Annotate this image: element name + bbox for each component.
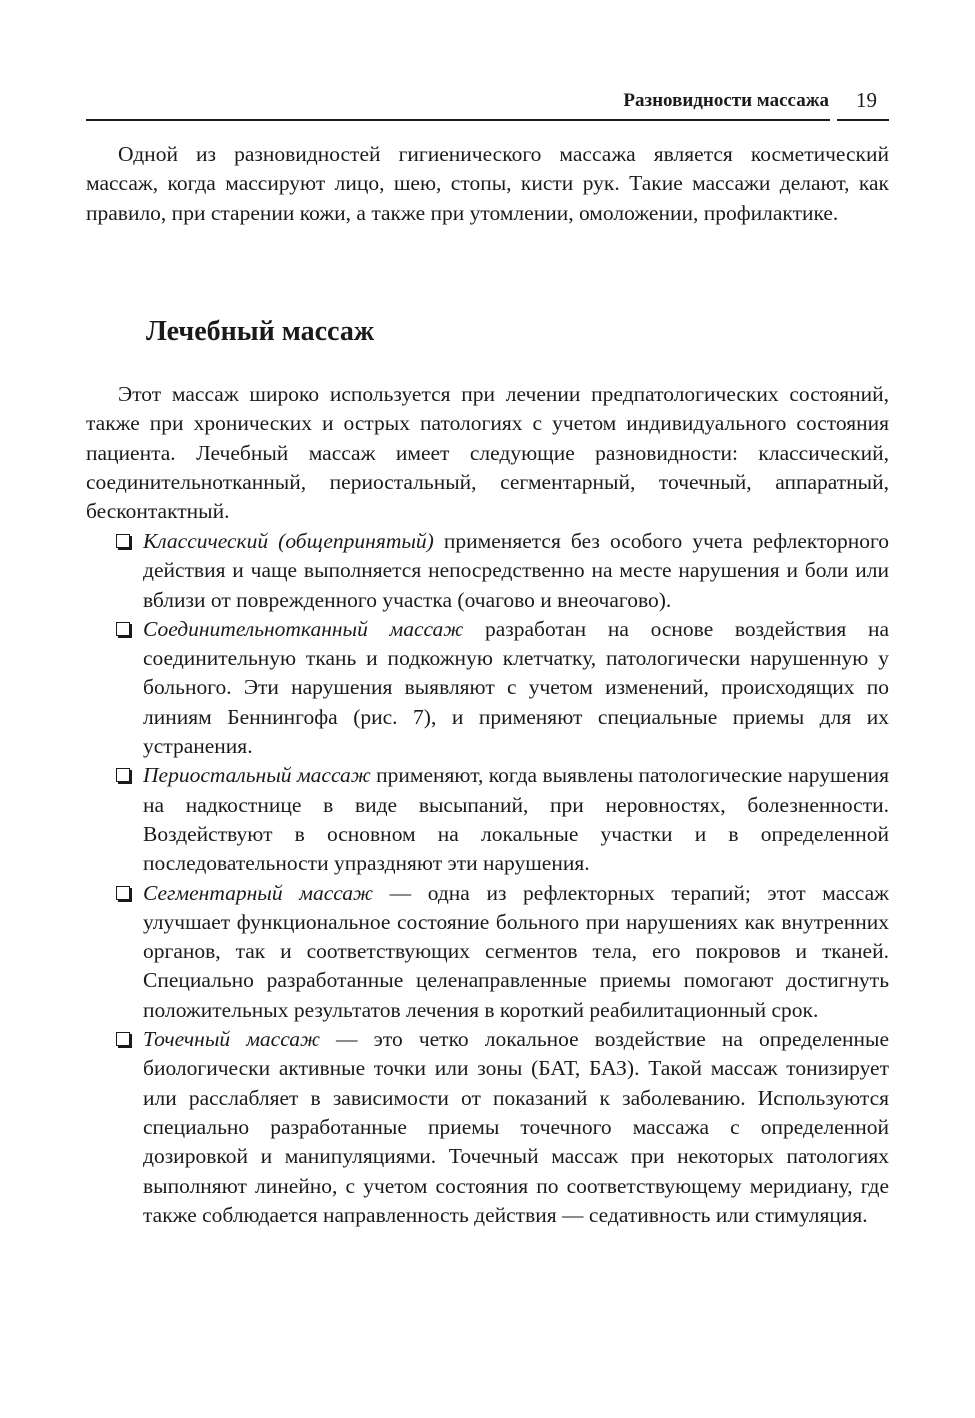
header-rule (86, 119, 830, 121)
item-term: Точечный массаж (143, 1027, 320, 1052)
running-head-title: Разновидности массажа (623, 90, 829, 111)
item-text: — одна из рефлекторных терапий; этот массаж улучшает функциональное состояние больного при нарушениях как внутренних органов, так и соответствующих сегментов тела, его покровов и тканей. Специально разработанные целенаправленные приемы помогают достигнуть положительных результатов лечения в короткий реабилитационный срок. (143, 880, 889, 1022)
page-number-rule (837, 119, 889, 121)
item-term: Периостальный массаж (143, 763, 371, 788)
list-item (86, 615, 889, 761)
lead-paragraph: Этот массаж широко используется при лечении предпатологических состояний, также при хронических и острых патологиях с учетом индивидуального состояния пациента. Лечебный массаж имеет следующие разновидности: классический, соединительнотканный, периостальный, сегментарный, точечный, аппаратный, бесконтактный. (86, 382, 889, 524)
item-term: Классический (общепринятый) (143, 529, 434, 553)
item-text: применяют, когда выявлены патологические нарушения на надкостнице в виде высыпаний, при неровностях, болезненности. Воздействуют в основном на локальные участки и в определенной последовательности упраздняют эти нарушения. (143, 763, 889, 876)
checkbox-bullet-icon (116, 1032, 130, 1046)
running-head (86, 88, 889, 122)
checkbox-bullet-icon (116, 534, 130, 548)
checkbox-bullet-icon (116, 622, 130, 636)
item-text: применяется без особого учета рефлекторного действия и чаще выполняется непосредственно на месте нарушения и боли или вблизи от поврежденного участка (очагово и внеочагово). (143, 529, 889, 612)
massage-types-list (86, 527, 889, 1230)
checkbox-bullet-icon (116, 886, 130, 900)
intro-paragraph: Одной из разновидностей гигиенического массажа является косметический массаж, когда массируют лицо, шею, стопы, кисти рук. Такие массажи делают, как правило, при старении кожи, а также при утомлении, омоложении, профилактике. (86, 142, 889, 225)
list-item (86, 879, 889, 1025)
item-text: — это четко локальное воздействие на определенные биологически активные точки или зоны (БАТ, БАЗ). Такой массаж тонизирует или расслабляет в зависимости от показаний к заболеванию. Используются специально разработанные приемы точечного массажа с определенной дозировкой и манипуляциями. Точечный массаж при некоторых патологиях выполняют линейно, с учетом состояния по соответствующему меридиану, где также соблюдается направленность действия — седативность или стимуляция. (143, 1027, 889, 1227)
list-item (86, 761, 889, 878)
checkbox-bullet-icon (116, 768, 130, 782)
item-term: Соединительнотканный массаж (143, 616, 464, 641)
list-item (86, 527, 889, 615)
section-heading: Лечебный массаж (146, 316, 375, 347)
item-text: разработан на основе воздействия на соединительную ткань и подкожную клетчатку, патологически нарушенную у больного. Эти нарушения выявляют с учетом изменений, происходящих по линиям Беннингофа (рис. 7), и применяют специальные приемы для их устранения. (143, 616, 889, 759)
list-item (86, 1025, 889, 1230)
item-term: Сегментарный массаж (143, 880, 373, 905)
page-number: 19 (856, 88, 877, 112)
